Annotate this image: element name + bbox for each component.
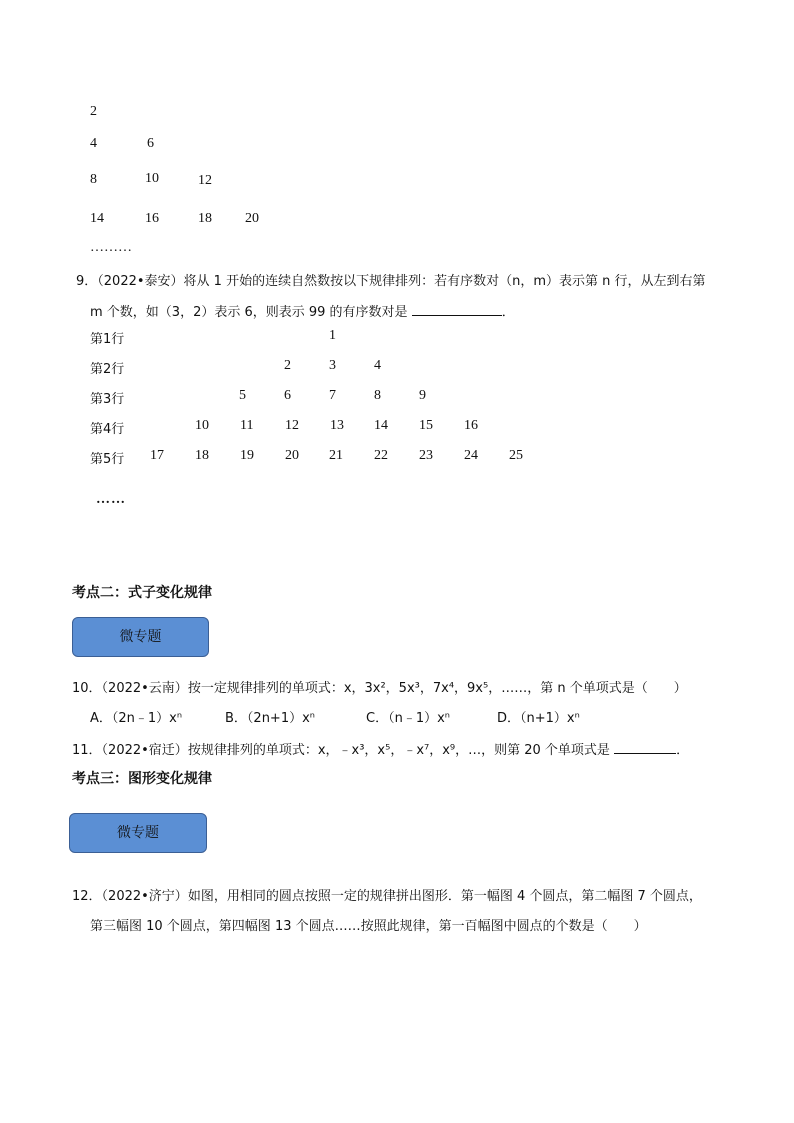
- table-cell: 25: [509, 448, 523, 463]
- pyramid-ellipsis: ………: [90, 240, 132, 255]
- table-cell: 11: [240, 418, 254, 433]
- question-source: （2022•宿迁）: [101, 743, 188, 758]
- table-cell: 9: [419, 388, 426, 403]
- pyramid-cell: 6: [147, 136, 154, 151]
- table-cell: 15: [419, 418, 433, 433]
- option-b[interactable]: B．（2n+1）xⁿ: [225, 711, 315, 726]
- question-9-line2: [90, 301, 515, 320]
- table-cell: 10: [195, 418, 209, 433]
- question-end: ．: [501, 305, 515, 320]
- question-text: 按一定规律排列的单项式：x，3x²，5x³，7x⁴，9x⁵，……，第 n 个单项式是（ ）: [187, 681, 687, 696]
- table-cell: 13: [330, 418, 344, 433]
- question-12-line2: 第三幅图 10 个圆点，第四幅图 13 个圆点……按照此规律，第一百幅图中圆点的个数是（ ）: [90, 919, 647, 934]
- table-cell: 2: [284, 358, 291, 373]
- table-cell: 14: [374, 418, 388, 433]
- question-end: ．: [676, 743, 690, 758]
- micro-topic-badge[interactable]: 微专题: [72, 617, 209, 657]
- row-label: 第4行: [90, 422, 125, 437]
- table-cell: 21: [329, 448, 343, 463]
- pyramid-cell: 8: [90, 172, 97, 187]
- table-cell: 5: [239, 388, 246, 403]
- question-text: 按规律排列的单项式：x，﹣x³，x⁵，﹣x⁷，x⁹，…，则第 20 个单项式是: [187, 743, 610, 758]
- question-source: （2022•泰安）: [97, 274, 184, 289]
- section-heading: 考点二：式子变化规律: [72, 585, 212, 601]
- row-label: 第1行: [90, 332, 125, 347]
- table-cell: 20: [285, 448, 299, 463]
- answer-blank[interactable]: [614, 741, 676, 754]
- table-cell: 7: [329, 388, 336, 403]
- pyramid-cell: 20: [245, 211, 259, 226]
- question-number: 10．: [72, 681, 102, 696]
- table-cell: 17: [150, 448, 164, 463]
- table-cell: 1: [329, 328, 336, 343]
- row-label: 第2行: [90, 362, 125, 377]
- table-cell: 8: [374, 388, 381, 403]
- table-cell: 19: [240, 448, 254, 463]
- question-11: [72, 739, 689, 758]
- pyramid-cell: 16: [145, 211, 159, 226]
- row-label: 第3行: [90, 392, 125, 407]
- table-cell: 22: [374, 448, 388, 463]
- question-number: 9．: [76, 274, 98, 289]
- section-heading: 考点三：图形变化规律: [72, 771, 212, 787]
- table-cell: 12: [285, 418, 299, 433]
- pyramid-cell: 14: [90, 211, 104, 226]
- question-text: 将从 1 开始的连续自然数按以下规律排列：若有序数对（n，m）表示第 n 行，从左到右第: [183, 274, 706, 289]
- table-cell: 16: [464, 418, 478, 433]
- table-cell: 4: [374, 358, 381, 373]
- pyramid-cell: 4: [90, 136, 97, 151]
- question-number: 12．: [72, 889, 102, 904]
- question-source: （2022•云南）: [101, 681, 188, 696]
- pyramid-cell: 12: [198, 173, 212, 188]
- pyramid-cell: 18: [198, 211, 212, 226]
- table-cell: 6: [284, 388, 291, 403]
- table-ellipsis: ……: [96, 492, 126, 507]
- option-c[interactable]: C．（n﹣1）xⁿ: [366, 711, 450, 726]
- option-d[interactable]: D．（n+1）xⁿ: [497, 711, 580, 726]
- question-number: 11．: [72, 743, 102, 758]
- table-cell: 23: [419, 448, 433, 463]
- question-text: 如图，用相同的圆点按照一定的规律拼出图形．第一幅图 4 个圆点，第二幅图 7 个圆点，: [187, 889, 702, 904]
- option-a[interactable]: A．（2n﹣1）xⁿ: [90, 711, 183, 726]
- question-9-line1: [76, 270, 706, 289]
- question-12-line1: [72, 885, 702, 904]
- micro-topic-badge[interactable]: 微专题: [69, 813, 207, 853]
- pyramid-cell: 2: [90, 104, 97, 119]
- table-cell: 24: [464, 448, 478, 463]
- row-label: 第5行: [90, 452, 125, 467]
- table-cell: 3: [329, 358, 336, 373]
- question-10-line: [72, 677, 687, 696]
- answer-blank[interactable]: [412, 303, 502, 316]
- question-text: m 个数，如（3，2）表示 6，则表示 99 的有序数对是: [90, 305, 408, 320]
- pyramid-cell: 10: [145, 171, 159, 186]
- question-source: （2022•济宁）: [101, 889, 188, 904]
- table-cell: 18: [195, 448, 209, 463]
